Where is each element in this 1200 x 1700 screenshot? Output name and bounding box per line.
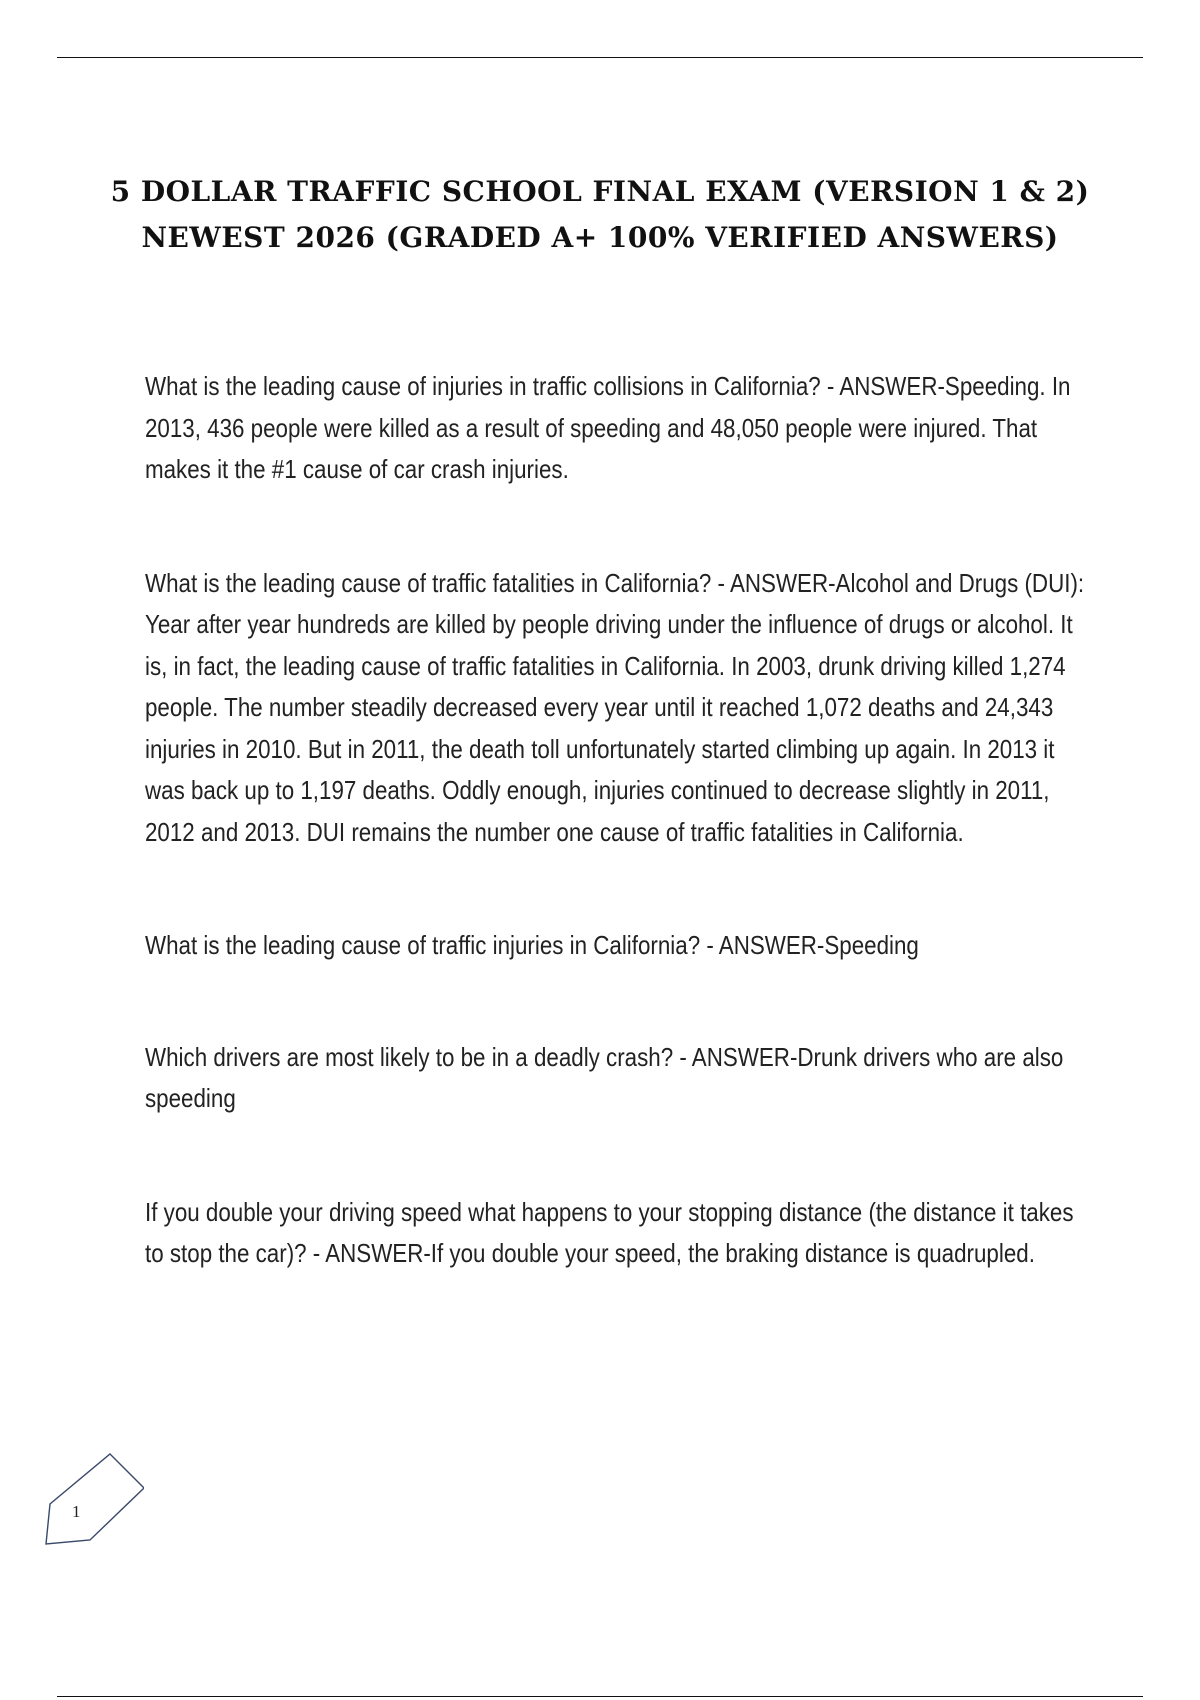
title-line-2: NEWEST 2026 (GRADED A+ 100% VERIFIED ANSWERS) — [141, 220, 1059, 254]
qa-item: What is the leading cause of traffic injuries in California? - ANSWER-Speeding — [145, 930, 919, 960]
page-marker-icon — [44, 1452, 144, 1552]
page-number: 1 — [72, 1502, 81, 1521]
top-rule — [57, 57, 1143, 58]
qa-item: What is the leading cause of injuries in traffic collisions in California? - ANSWER-Speeding. In 2013, 436 people were killed as a result of speeding and 48,050 people were injured. That makes it the #1 cause of car crash injuries. — [145, 371, 1071, 484]
bottom-rule — [57, 1696, 1143, 1697]
qa-list — [145, 366, 1095, 1275]
qa-item: If you double your driving speed what happens to your stopping distance (the distance it takes to stop the car)? - ANSWER-If you double your speed, the braking distance is quadrupled. — [145, 1196, 1074, 1268]
qa-item: What is the leading cause of traffic fatalities in California? - ANSWER-Alcohol and Drugs (DUI): Year after year hundreds are killed by people driving under the influence of drugs or alcohol. It is, in fact, the leading cause of traffic fatalities in California. In 2003, drunk driving killed 1,274 people. The number steadily decreased every year until it reached 1,072 deaths and 24,343 injuries in 2010. But in 2011, the death toll unfortunately started climbing up again. In 2013 it was back up to 1,197 deaths. Oddly enough, injuries continued to decrease slightly in 2011, 2012 and 2013. DUI remains the number one cause of traffic fatalities in California. — [145, 567, 1085, 847]
qa-item: Which drivers are most likely to be in a deadly crash? - ANSWER-Drunk drivers who are also speeding — [145, 1041, 1064, 1113]
document-title — [100, 169, 1100, 261]
title-line-1: 5 DOLLAR TRAFFIC SCHOOL FINAL EXAM (VERSION 1 & 2) — [110, 174, 1090, 208]
